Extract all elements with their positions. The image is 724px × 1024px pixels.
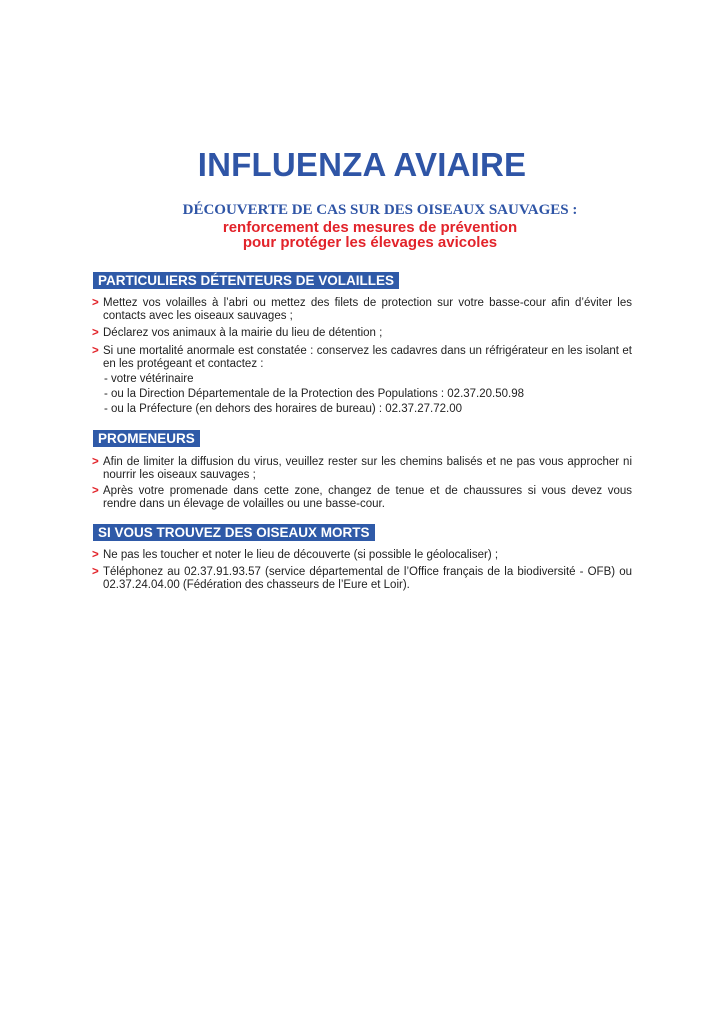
section-header-promeneurs: PROMENEURS (93, 430, 200, 447)
list-item-text: Après votre promenade dans cette zone, changez de tenue et de chaussures si vous devez vous rendre dans un élevage de volailles ou une basse-cour. (103, 485, 632, 510)
list-item (92, 456, 632, 482)
chevron-right-icon: > (92, 456, 99, 468)
chevron-right-icon: > (92, 549, 99, 561)
chevron-right-icon: > (92, 327, 99, 339)
list-item (92, 345, 632, 371)
list-item (92, 485, 632, 511)
list-item (92, 566, 632, 592)
list-item-text: Téléphonez au 02.37.91.93.57 (service départemental de l’Office français de la biodiversité - OFB) ou 02.37.24.04.00 (Fédération des chasseurs de l’Eure et Loir). (103, 566, 632, 591)
subtitle-red-line-1: renforcement des mesures de prévention (222, 219, 518, 236)
list-item-text: Afin de limiter la diffusion du virus, veuillez rester sur les chemins balisés et ne pas vous approcher ni nourrir les oiseaux sauvages ; (103, 456, 632, 481)
list-item (92, 297, 632, 323)
page-title: INFLUENZA AVIAIRE (197, 146, 527, 183)
chevron-right-icon: > (92, 485, 99, 497)
list-item (92, 327, 632, 340)
contact-line: - votre vétérinaire (104, 373, 194, 385)
list-item-text: Si une mortalité anormale est constatée : conservez les cadavres dans un réfrigérateur en les isolant et en les protégeant et contactez : (103, 345, 632, 370)
list-item-text: Déclarez vos animaux à la mairie du lieu de détention ; (103, 327, 383, 339)
chevron-right-icon: > (92, 345, 99, 357)
chevron-right-icon: > (92, 297, 99, 309)
page-subtitle: DÉCOUVERTE DE CAS SUR DES OISEAUX SAUVAGES : (182, 202, 578, 218)
section-header-particuliers: PARTICULIERS DÉTENTEURS DE VOLAILLES (93, 272, 399, 289)
contact-line: - ou la Direction Départementale de la Protection des Populations : 02.37.20.50.98 (104, 388, 525, 400)
chevron-right-icon: > (92, 566, 99, 578)
contact-line: - ou la Préfecture (en dehors des horaires de bureau) : 02.37.27.72.00 (104, 403, 463, 415)
list-item-text: Ne pas les toucher et noter le lieu de découverte (si possible le géolocaliser) ; (103, 549, 499, 561)
subtitle-red-line-2: pour protéger les élevages avicoles (242, 234, 498, 251)
list-item-text: Mettez vos volailles à l’abri ou mettez des filets de protection sur votre basse-cour afin d’éviter les contacts avec les oiseaux sauvages ; (103, 297, 632, 322)
list-item (92, 549, 632, 562)
section-header-oiseaux-morts: SI VOUS TROUVEZ DES OISEAUX MORTS (93, 524, 375, 541)
